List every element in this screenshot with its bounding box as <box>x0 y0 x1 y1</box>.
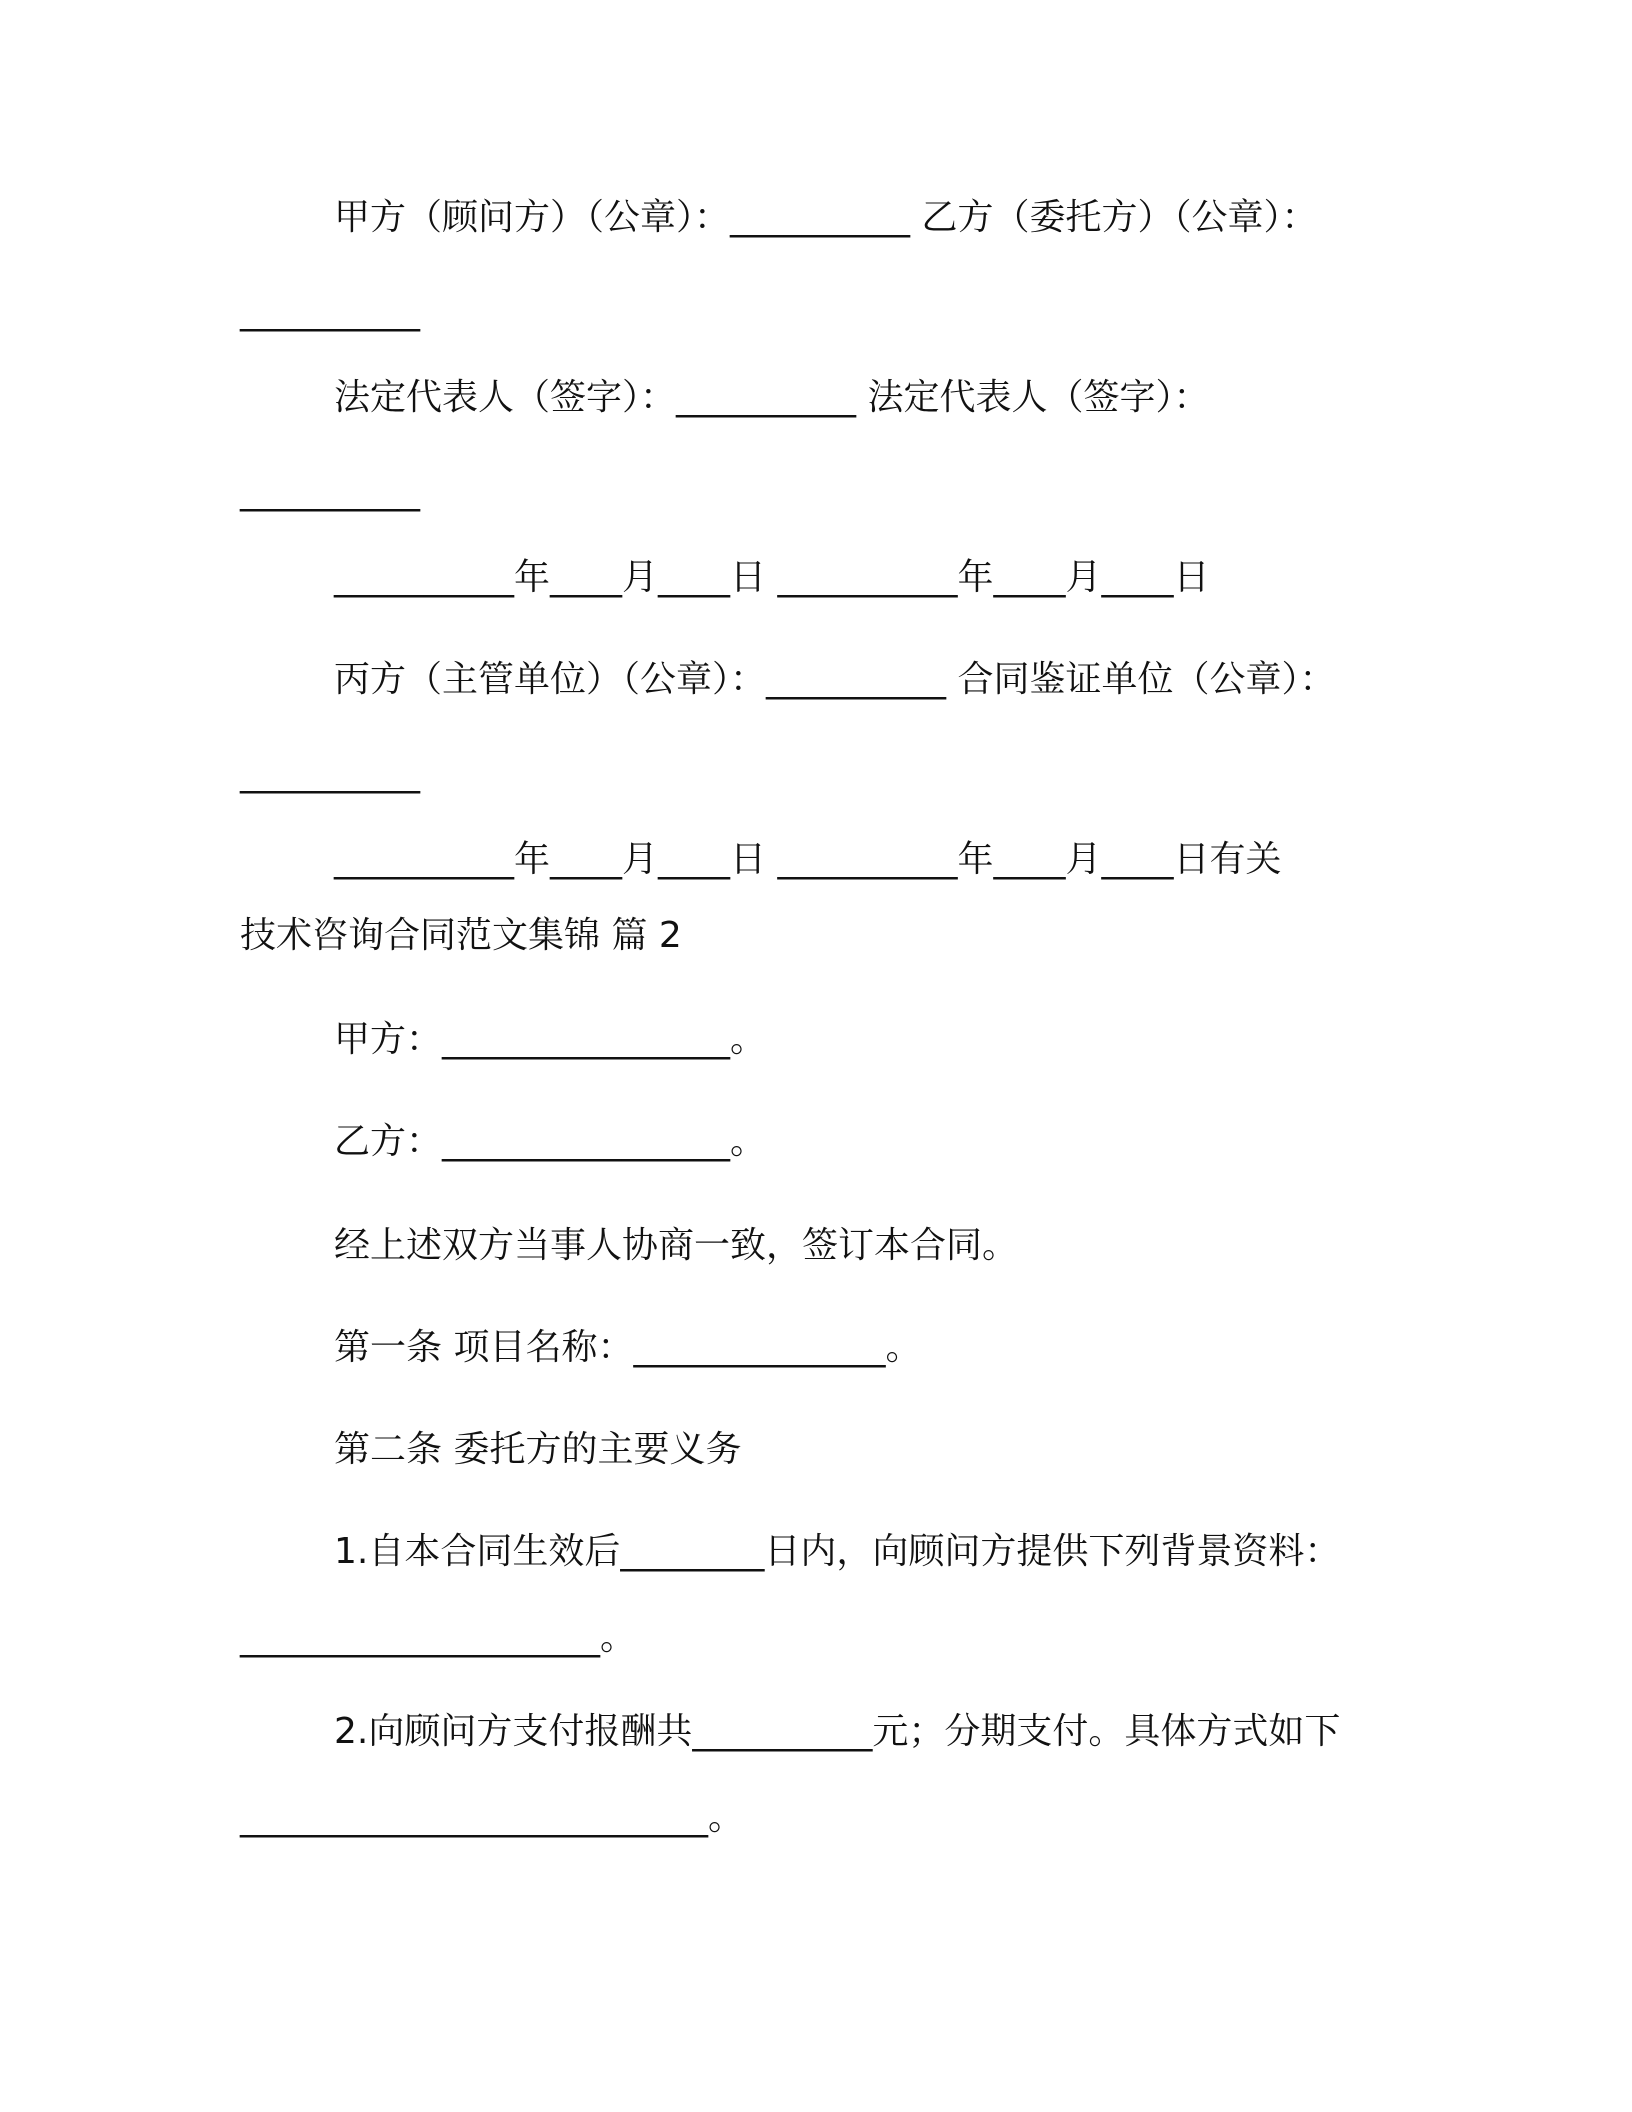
date-line: __________年____月____日 __________年____月____日有关 <box>334 839 1282 880</box>
blank-line: __________ <box>240 471 420 512</box>
date-line: __________年____月____日 __________年____月____日 <box>334 557 1210 598</box>
legal-rep-line: 法定代表人（签字）：__________ 法定代表人（签字）： <box>334 377 1210 418</box>
party-b-field: 乙方：________________。 <box>334 1121 767 1162</box>
agreement-sentence: 经上述双方当事人协商一致，签订本合同。 <box>334 1225 1019 1266</box>
blank-line: __________ <box>240 753 420 794</box>
clause-item-1-continuation: ____________________。 <box>240 1617 636 1658</box>
clause-heading: 第二条 委托方的主要义务 <box>334 1429 742 1470</box>
signature-line-party-a-b: 甲方（顾问方）（公章）：__________ 乙方（委托方）（公章）： <box>334 197 1318 238</box>
clause-item-1: 1.自本合同生效后________日内，向顾问方提供下列背景资料： <box>334 1531 1341 1572</box>
project-name-line: 第一条 项目名称：______________。 <box>334 1327 922 1368</box>
party-a-field: 甲方：________________。 <box>334 1019 767 1060</box>
clause-item-2: 2.向顾问方支付报酬共__________元；分期支付。具体方式如下 <box>334 1711 1341 1752</box>
blank-line: __________ <box>240 291 420 332</box>
clause-item-2-continuation: __________________________。 <box>240 1797 744 1838</box>
section-heading: 技术咨询合同范文集锦 篇 2 <box>240 915 682 956</box>
party-c-line: 丙方（主管单位）（公章）：__________ 合同鉴证单位（公章）： <box>334 659 1336 700</box>
